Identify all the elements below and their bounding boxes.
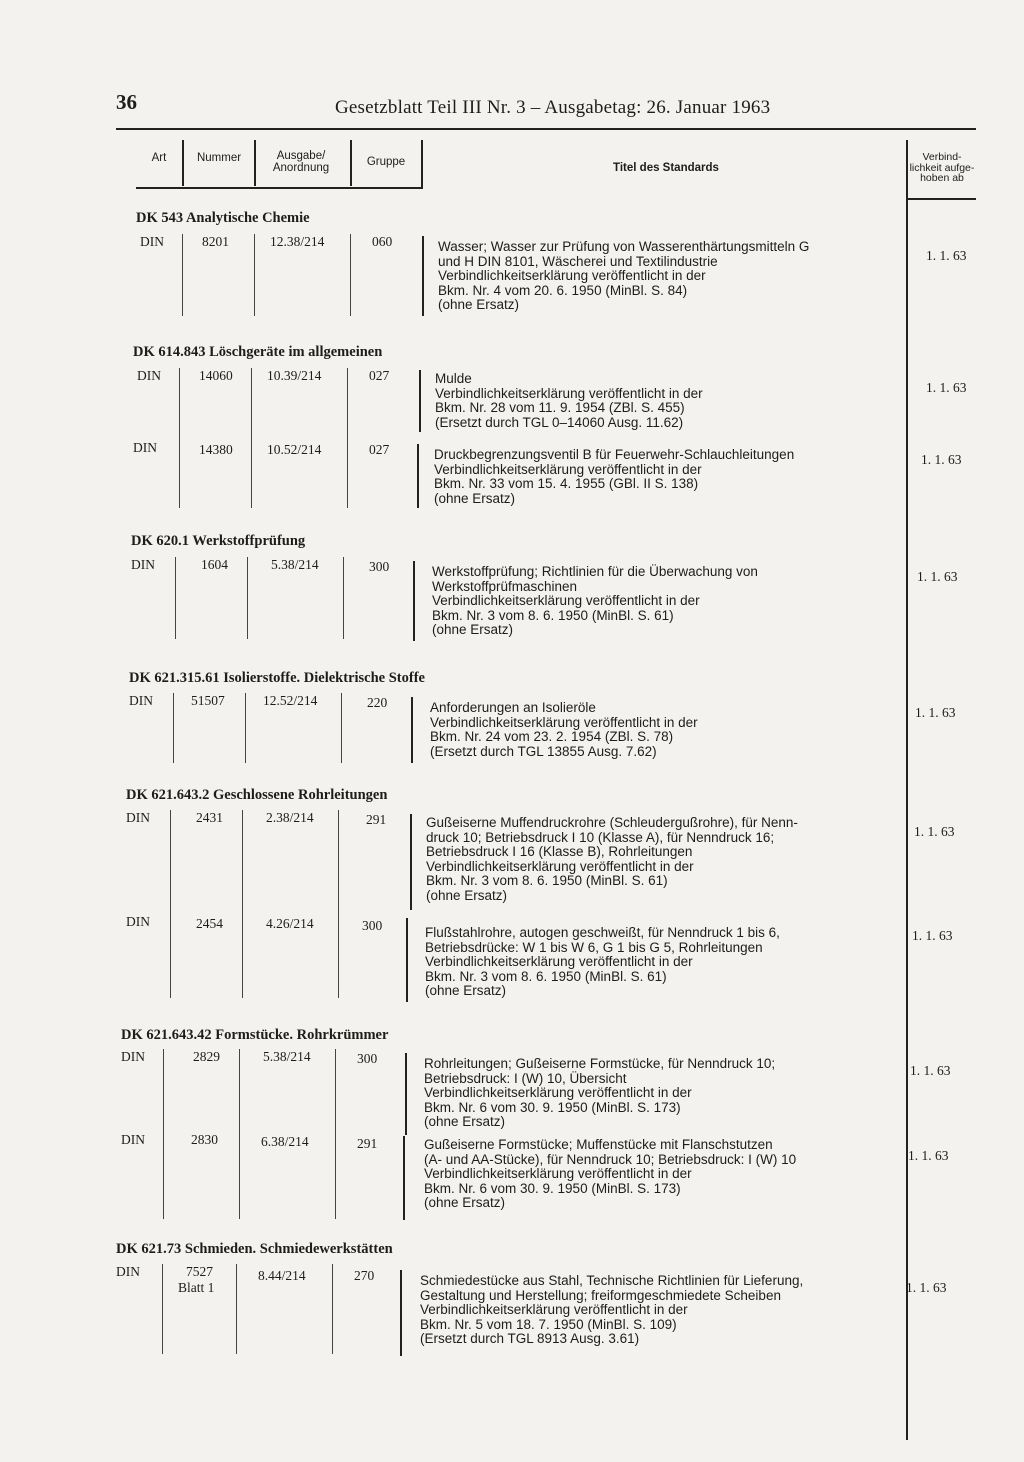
- title-line: Werkstoffprüfmaschinen: [432, 578, 578, 594]
- col-header-ausgabe: Ausgabe/ Anordnung: [272, 150, 330, 174]
- title-line: Anforderungen an Isolieröle: [430, 700, 596, 715]
- aufgehoben-cell: 1. 1. 63: [912, 928, 953, 943]
- art-cell: DIN: [116, 1264, 140, 1279]
- section-heading: DK 621.73 Schmieden. Schmiedewerkstätten: [116, 1241, 393, 1257]
- aufgehoben-cell: 1. 1. 63: [926, 380, 967, 395]
- gruppe-cell: 291: [366, 812, 387, 827]
- standard-title: [426, 816, 798, 903]
- table-header: [136, 140, 976, 200]
- title-line: Bkm. Nr. 3 vom 8. 6. 1950 (MinBl. S. 61): [432, 607, 674, 623]
- col-header-gruppe: Gruppe: [366, 156, 406, 168]
- nummer-cell: 1604: [201, 557, 228, 572]
- col-line: [236, 1264, 237, 1354]
- section-heading: DK 543 Analytische Chemie: [136, 210, 310, 226]
- table-row: [121, 1049, 976, 1133]
- title-line: Flußstahlrohre, autogen geschweißt, für Nenndruck 1 bis 6,: [425, 925, 780, 940]
- gruppe-cell: 300: [362, 918, 383, 933]
- ausgabe-cell: 10.39/214: [267, 368, 322, 383]
- title-line: Bkm. Nr. 6 vom 30. 9. 1950 (MinBl. S. 173): [424, 1180, 681, 1196]
- title-line: (Ersetzt durch TGL 0–14060 Ausg. 11.62): [435, 414, 684, 430]
- title-line: Verbindlichkeitserklärung veröffentlicht in der: [435, 385, 703, 401]
- table-row: [121, 1132, 976, 1220]
- gruppe-cell: 220: [367, 695, 388, 710]
- nummer-cell: 2830: [191, 1132, 218, 1147]
- col-line: [162, 1264, 163, 1354]
- col-line: [343, 557, 344, 639]
- table-row: [126, 810, 976, 910]
- title-line: (ohne Ersatz): [425, 983, 507, 998]
- section-heading: DK 621.315.61 Isolierstoffe. Dielektrische Stoffe: [129, 670, 425, 686]
- title-line: Werkstoffprüfung; Richtlinien für die Überwachung von: [432, 564, 758, 579]
- title-bar: [419, 370, 421, 432]
- ausgabe-cell: 8.44/214: [258, 1268, 306, 1283]
- nummer-cell: 2829: [193, 1049, 220, 1064]
- art-cell: DIN: [126, 914, 150, 929]
- title-line: (ohne Ersatz): [432, 622, 514, 637]
- ausgabe-cell: 4.26/214: [266, 916, 314, 931]
- title-line: (ohne Ersatz): [424, 1195, 506, 1210]
- table-row: [136, 234, 976, 318]
- col-line: [332, 1264, 333, 1354]
- col-divider: [254, 140, 256, 186]
- standard-title: [425, 926, 780, 999]
- header-bottom-rule-right: [906, 198, 976, 200]
- col-divider: [350, 140, 352, 186]
- title-line: Bkm. Nr. 3 vom 8. 6. 1950 (MinBl. S. 61): [425, 968, 667, 984]
- ausgabe-cell: 2.38/214: [266, 810, 314, 825]
- standard-title: [420, 1274, 803, 1347]
- standard-title: [430, 701, 698, 759]
- title-line: Bkm. Nr. 5 vom 18. 7. 1950 (MinBl. S. 109): [420, 1316, 677, 1332]
- art-cell: DIN: [133, 440, 157, 455]
- title-line: Schmiedestücke aus Stahl, Technische Richtlinien für Lieferung,: [420, 1273, 804, 1288]
- title-line: Bkm. Nr. 33 vom 15. 4. 1955 (GBl. II S. 138): [434, 476, 699, 491]
- nummer-cell: 14060: [199, 368, 233, 383]
- col-line: [350, 234, 351, 316]
- title-bar: [410, 814, 412, 910]
- page-number: 36: [116, 90, 137, 114]
- title-line: Verbindlichkeitserklärung veröffentlicht in der: [426, 858, 694, 874]
- section-heading: DK 621.643.2 Geschlossene Rohrleitungen: [126, 787, 388, 803]
- table-row: [116, 1264, 976, 1360]
- col-line: [173, 693, 174, 763]
- col-line: [245, 693, 246, 763]
- ausgabe-cell: 6.38/214: [261, 1134, 309, 1149]
- title-line: Verbindlichkeitserklärung veröffentlicht in der: [424, 1085, 692, 1100]
- nummer-cell: 2431: [196, 810, 223, 825]
- nummer-blatt-cell: Blatt 1: [178, 1280, 215, 1295]
- gruppe-cell: 300: [369, 559, 390, 574]
- header-rule: [116, 128, 976, 130]
- title-line: Verbindlichkeitserklärung veröffentlicht in der: [420, 1302, 688, 1317]
- art-cell: DIN: [131, 557, 155, 572]
- aufgehoben-cell: 1. 1. 63: [917, 569, 958, 584]
- col-header-verbindlichkeit: Verbind- lichkeit aufge- hoben ab: [909, 151, 975, 184]
- standard-title: [424, 1057, 775, 1130]
- aufgehoben-cell: 1. 1. 63: [914, 824, 955, 839]
- col-header-titel: Titel des Standards: [613, 162, 719, 174]
- title-line: Gestaltung und Herstellung; freiformgeschmiedete Scheiben: [420, 1287, 781, 1303]
- section-heading: DK 620.1 Werkstoffprüfung: [131, 533, 306, 549]
- header-bottom-rule: [136, 187, 422, 189]
- aufgehoben-cell: 1. 1. 63: [908, 1148, 949, 1163]
- nummer-cell: 14380: [199, 442, 233, 457]
- title-bar: [405, 1053, 407, 1135]
- title-line: (ohne Ersatz): [426, 887, 508, 903]
- table-row: [129, 693, 976, 765]
- title-line: Betriebsdruck: I (W) 10, Übersicht: [424, 1070, 627, 1086]
- art-cell: DIN: [121, 1132, 145, 1147]
- col-line: [182, 234, 183, 316]
- title-line: Verbindlichkeitserklärung veröffentlicht in der: [425, 954, 693, 969]
- title-line: Verbindlichkeitserklärung veröffentlicht in der: [432, 593, 700, 608]
- title-bar: [406, 918, 408, 1002]
- col-divider: [421, 140, 423, 189]
- ausgabe-cell: 12.38/214: [270, 234, 325, 249]
- title-line: Verbindlichkeitserklärung veröffentlicht in der: [430, 714, 698, 730]
- col-line: [341, 693, 342, 763]
- title-line: Rohrleitungen; Gußeiserne Formstücke, für Nenndruck 10;: [424, 1056, 776, 1071]
- title-line: (Ersetzt durch TGL 13855 Ausg. 7.62): [430, 743, 657, 759]
- col-header-nummer: Nummer: [196, 152, 242, 164]
- title-line: Wasser; Wasser zur Prüfung von Wasserenthärtungsmitteln G: [438, 239, 810, 254]
- title-bar: [411, 697, 413, 763]
- col-line: [247, 557, 248, 639]
- art-cell: DIN: [121, 1049, 145, 1064]
- col-line: [175, 557, 176, 639]
- table-row: [131, 557, 976, 641]
- standard-title: [434, 448, 794, 506]
- page-header-title: Gesetzblatt Teil III Nr. 3 – Ausgabetag: 26. Januar 1963: [335, 97, 771, 118]
- title-line: (A- und AA-Stücke), für Nenndruck 10; Betriebsdruck: I (W) 10: [424, 1151, 797, 1167]
- gruppe-cell: 291: [357, 1136, 378, 1151]
- title-line: Betriebsdruck I 16 (Klasse B), Rohrleitungen: [426, 844, 693, 859]
- aufgehoben-cell: 1. 1. 63: [921, 452, 962, 467]
- title-bar: [417, 444, 419, 508]
- table-row: [133, 368, 976, 434]
- col-line: [254, 234, 255, 316]
- ausgabe-cell: 10.52/214: [267, 442, 322, 457]
- title-line: Verbindlichkeitserklärung veröffentlicht in der: [434, 461, 702, 477]
- col-divider: [906, 140, 908, 1440]
- aufgehoben-cell: 1. 1. 63: [915, 705, 956, 720]
- table-row: [126, 914, 976, 1002]
- title-line: Mulde: [435, 371, 472, 386]
- nummer-cell: 7527: [186, 1264, 213, 1279]
- title-line: und H DIN 8101, Wäscherei und Textilindustrie: [438, 253, 718, 269]
- aufgehoben-cell: 1. 1. 63: [926, 248, 967, 263]
- title-bar: [422, 236, 424, 316]
- title-line: (Ersetzt durch TGL 8913 Ausg. 3.61): [420, 1331, 640, 1346]
- title-line: Druckbegrenzungsventil B für Feuerwehr-Schlauchleitungen: [434, 447, 795, 462]
- title-line: Gußeiserne Muffendruckrohre (Schleudergußrohre), für Nenn-: [426, 815, 798, 830]
- standard-title: [424, 1138, 796, 1211]
- art-cell: DIN: [137, 368, 161, 383]
- gruppe-cell: 060: [372, 234, 393, 249]
- gruppe-cell: 270: [354, 1268, 375, 1283]
- title-line: Verbindlichkeitserklärung veröffentlicht in der: [424, 1166, 692, 1181]
- art-cell: DIN: [140, 234, 164, 249]
- col-header-art: Art: [151, 152, 167, 164]
- standard-title: [435, 372, 703, 430]
- aufgehoben-cell: 1. 1. 63: [906, 1280, 947, 1295]
- nummer-cell: 8201: [202, 234, 229, 249]
- ausgabe-cell: 5.38/214: [271, 557, 319, 572]
- title-line: Betriebsdrücke: W 1 bis W 6, G 1 bis G 5, Rohrleitungen: [425, 939, 763, 955]
- nummer-cell: 51507: [191, 693, 225, 708]
- title-bar: [413, 561, 415, 641]
- section-heading: DK 621.643.42 Formstücke. Rohrkrümmer: [121, 1027, 389, 1043]
- title-line: Bkm. Nr. 4 vom 20. 6. 1950 (MinBl. S. 84): [438, 282, 688, 298]
- art-cell: DIN: [129, 693, 153, 708]
- title-line: Bkm. Nr. 3 vom 8. 6. 1950 (MinBl. S. 61): [426, 873, 668, 888]
- title-bar: [400, 1270, 402, 1356]
- table-row: [133, 440, 976, 510]
- standard-title: [432, 565, 758, 638]
- standard-title: [438, 240, 809, 313]
- title-line: druck 10; Betriebsdruck I 10 (Klasse A), für Nenndruck 16;: [426, 829, 775, 845]
- title-line: (ohne Ersatz): [424, 1114, 506, 1129]
- title-line: Bkm. Nr. 28 vom 11. 9. 1954 (ZBl. S. 455): [435, 400, 685, 415]
- title-line: Bkm. Nr. 6 vom 30. 9. 1950 (MinBl. S. 173): [424, 1099, 681, 1115]
- title-line: Verbindlichkeitserklärung veröffentlicht in der: [438, 268, 706, 283]
- ausgabe-cell: 5.38/214: [263, 1049, 311, 1064]
- title-line: (ohne Ersatz): [438, 297, 520, 312]
- aufgehoben-cell: 1. 1. 63: [910, 1063, 951, 1078]
- ausgabe-cell: 12.52/214: [263, 693, 318, 708]
- gruppe-cell: 027: [369, 442, 390, 457]
- gruppe-cell: 300: [357, 1051, 378, 1066]
- gruppe-cell: 027: [369, 368, 390, 383]
- title-line: Bkm. Nr. 24 vom 23. 2. 1954 (ZBl. S. 78): [430, 729, 674, 744]
- title-line: (ohne Ersatz): [434, 490, 516, 506]
- nummer-cell: 2454: [196, 916, 223, 931]
- title-line: Gußeiserne Formstücke; Muffenstücke mit Flanschstutzen: [424, 1137, 773, 1152]
- section-heading: DK 614.843 Löschgeräte im allgemeinen: [133, 344, 383, 360]
- title-bar: [403, 1136, 405, 1220]
- art-cell: DIN: [126, 810, 150, 825]
